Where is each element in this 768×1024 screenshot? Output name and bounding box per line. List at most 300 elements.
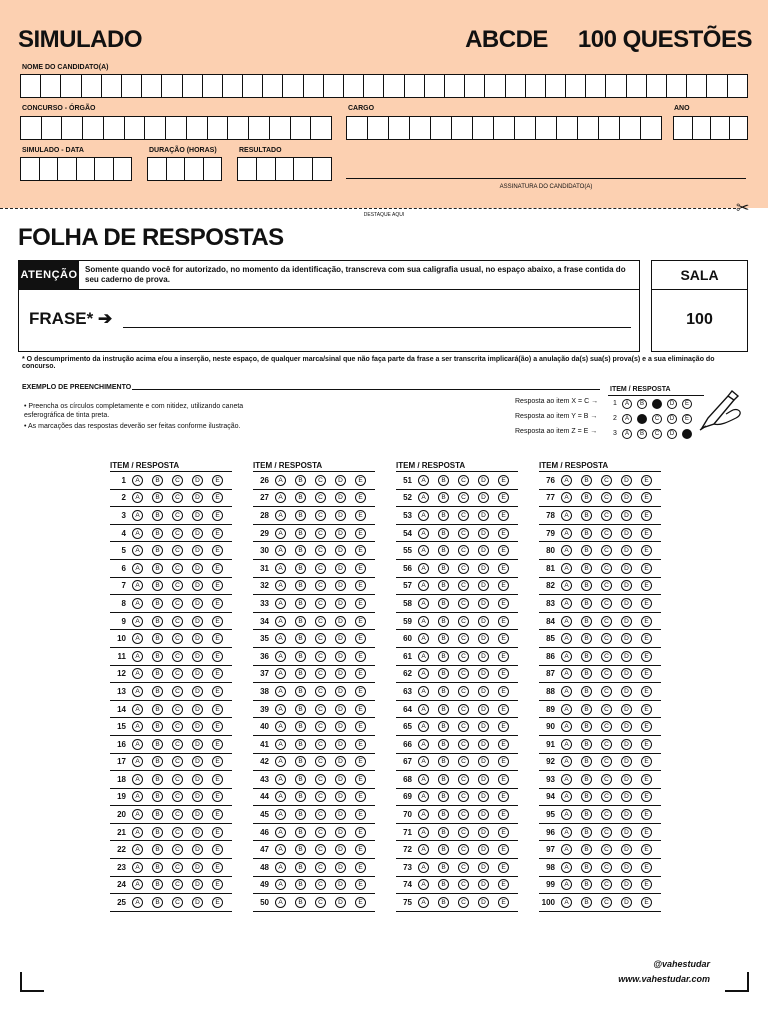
char-box[interactable]: [347, 117, 368, 139]
bubble-e[interactable]: E: [212, 844, 223, 855]
bubble-b[interactable]: B: [295, 598, 306, 609]
bubble-c[interactable]: C: [172, 721, 183, 732]
bubble-a[interactable]: A: [132, 739, 143, 750]
concurso-field[interactable]: [20, 116, 332, 140]
char-box[interactable]: [324, 75, 344, 97]
bubble-c[interactable]: C: [172, 774, 183, 785]
bubble-d[interactable]: D: [335, 862, 346, 873]
char-box[interactable]: [304, 75, 324, 97]
bubble-e[interactable]: E: [682, 429, 692, 439]
bubble-b[interactable]: B: [295, 633, 306, 644]
bubble-b[interactable]: B: [295, 616, 306, 627]
bubble-d[interactable]: D: [621, 633, 632, 644]
bubble-c[interactable]: C: [458, 809, 469, 820]
bubble-d[interactable]: D: [621, 704, 632, 715]
bubble-e[interactable]: E: [498, 809, 509, 820]
bubble-a[interactable]: A: [418, 809, 429, 820]
bubble-b[interactable]: B: [152, 510, 163, 521]
data-field[interactable]: [20, 157, 132, 181]
char-box[interactable]: [166, 117, 187, 139]
bubble-b[interactable]: B: [438, 739, 449, 750]
char-box[interactable]: [61, 75, 81, 97]
bubble-b[interactable]: B: [152, 844, 163, 855]
char-box[interactable]: [384, 75, 404, 97]
bubble-b[interactable]: B: [295, 668, 306, 679]
bubble-e[interactable]: E: [498, 616, 509, 627]
bubble-e[interactable]: E: [682, 414, 692, 424]
bubble-a[interactable]: A: [275, 739, 286, 750]
bubble-c[interactable]: C: [601, 563, 612, 574]
bubble-e[interactable]: E: [641, 668, 652, 679]
char-box[interactable]: [95, 158, 114, 180]
bubble-d[interactable]: D: [621, 475, 632, 486]
bubble-d[interactable]: D: [335, 756, 346, 767]
bubble-d[interactable]: D: [335, 492, 346, 503]
bubble-d[interactable]: D: [192, 651, 203, 662]
bubble-e[interactable]: E: [355, 598, 366, 609]
bubble-a[interactable]: A: [561, 774, 572, 785]
char-box[interactable]: [344, 75, 364, 97]
bubble-e[interactable]: E: [498, 791, 509, 802]
bubble-e[interactable]: E: [641, 598, 652, 609]
char-box[interactable]: [707, 75, 727, 97]
bubble-b[interactable]: B: [438, 879, 449, 890]
bubble-d[interactable]: D: [621, 563, 632, 574]
bubble-a[interactable]: A: [275, 492, 286, 503]
bubble-b[interactable]: B: [152, 774, 163, 785]
bubble-a[interactable]: A: [275, 545, 286, 556]
bubble-b[interactable]: B: [438, 668, 449, 679]
bubble-c[interactable]: C: [172, 668, 183, 679]
char-box[interactable]: [203, 75, 223, 97]
bubble-b[interactable]: B: [581, 563, 592, 574]
char-box[interactable]: [83, 117, 104, 139]
bubble-a[interactable]: A: [418, 686, 429, 697]
bubble-b[interactable]: B: [152, 492, 163, 503]
bubble-c[interactable]: C: [458, 668, 469, 679]
bubble-a[interactable]: A: [132, 897, 143, 908]
bubble-e[interactable]: E: [355, 809, 366, 820]
char-box[interactable]: [627, 75, 647, 97]
bubble-b[interactable]: B: [581, 510, 592, 521]
bubble-a[interactable]: A: [132, 809, 143, 820]
char-box[interactable]: [599, 117, 620, 139]
bubble-a[interactable]: A: [275, 475, 286, 486]
bubble-c[interactable]: C: [315, 510, 326, 521]
bubble-c[interactable]: C: [172, 704, 183, 715]
char-box[interactable]: [410, 117, 431, 139]
bubble-c[interactable]: C: [458, 580, 469, 591]
bubble-a[interactable]: A: [561, 844, 572, 855]
char-box[interactable]: [185, 158, 204, 180]
bubble-e[interactable]: E: [498, 739, 509, 750]
bubble-e[interactable]: E: [212, 756, 223, 767]
bubble-e[interactable]: E: [355, 897, 366, 908]
bubble-d[interactable]: D: [621, 598, 632, 609]
bubble-b[interactable]: B: [637, 399, 647, 409]
bubble-e[interactable]: E: [212, 633, 223, 644]
bubble-d[interactable]: D: [621, 844, 632, 855]
char-box[interactable]: [238, 158, 257, 180]
bubble-b[interactable]: B: [152, 563, 163, 574]
bubble-a[interactable]: A: [275, 809, 286, 820]
bubble-b[interactable]: B: [438, 563, 449, 574]
bubble-c[interactable]: C: [315, 563, 326, 574]
bubble-b[interactable]: B: [438, 580, 449, 591]
bubble-b[interactable]: B: [581, 827, 592, 838]
bubble-a[interactable]: A: [275, 616, 286, 627]
bubble-d[interactable]: D: [192, 686, 203, 697]
bubble-c[interactable]: C: [172, 756, 183, 767]
bubble-d[interactable]: D: [335, 791, 346, 802]
bubble-e[interactable]: E: [498, 686, 509, 697]
bubble-e[interactable]: E: [355, 492, 366, 503]
bubble-a[interactable]: A: [132, 862, 143, 873]
bubble-a[interactable]: A: [275, 598, 286, 609]
char-box[interactable]: [452, 117, 473, 139]
bubble-e[interactable]: E: [498, 774, 509, 785]
bubble-b[interactable]: B: [152, 809, 163, 820]
bubble-a[interactable]: A: [418, 475, 429, 486]
bubble-e[interactable]: E: [498, 844, 509, 855]
bubble-d[interactable]: D: [335, 475, 346, 486]
bubble-a[interactable]: A: [275, 633, 286, 644]
bubble-e[interactable]: E: [212, 545, 223, 556]
bubble-c[interactable]: C: [458, 721, 469, 732]
bubble-a[interactable]: A: [132, 879, 143, 890]
char-box[interactable]: [368, 117, 389, 139]
bubble-d[interactable]: D: [192, 704, 203, 715]
bubble-e[interactable]: E: [641, 897, 652, 908]
bubble-e[interactable]: E: [641, 756, 652, 767]
bubble-d[interactable]: D: [621, 492, 632, 503]
char-box[interactable]: [557, 117, 578, 139]
bubble-a[interactable]: A: [561, 686, 572, 697]
bubble-d[interactable]: D: [667, 399, 677, 409]
char-box[interactable]: [313, 158, 331, 180]
bubble-e[interactable]: E: [498, 827, 509, 838]
bubble-d[interactable]: D: [667, 414, 677, 424]
bubble-c[interactable]: C: [315, 475, 326, 486]
char-box[interactable]: [641, 117, 661, 139]
frase-input-line[interactable]: [123, 327, 631, 328]
bubble-a[interactable]: A: [132, 528, 143, 539]
bubble-a[interactable]: A: [275, 827, 286, 838]
bubble-e[interactable]: E: [355, 528, 366, 539]
bubble-a[interactable]: A: [418, 844, 429, 855]
bubble-b[interactable]: B: [438, 475, 449, 486]
bubble-b[interactable]: B: [295, 756, 306, 767]
bubble-c[interactable]: C: [172, 492, 183, 503]
bubble-c[interactable]: C: [172, 545, 183, 556]
char-box[interactable]: [58, 158, 77, 180]
bubble-c[interactable]: C: [601, 879, 612, 890]
char-box[interactable]: [42, 117, 63, 139]
bubble-c[interactable]: C: [315, 651, 326, 662]
bubble-d[interactable]: D: [335, 545, 346, 556]
bubble-e[interactable]: E: [641, 651, 652, 662]
bubble-d[interactable]: D: [478, 827, 489, 838]
bubble-e[interactable]: E: [212, 616, 223, 627]
bubble-b[interactable]: B: [438, 598, 449, 609]
bubble-e[interactable]: E: [641, 827, 652, 838]
bubble-a[interactable]: A: [132, 704, 143, 715]
bubble-a[interactable]: A: [561, 563, 572, 574]
char-box[interactable]: [162, 75, 182, 97]
bubble-e[interactable]: E: [212, 862, 223, 873]
bubble-d[interactable]: D: [621, 862, 632, 873]
bubble-c[interactable]: C: [458, 739, 469, 750]
bubble-d[interactable]: D: [478, 616, 489, 627]
char-box[interactable]: [647, 75, 667, 97]
bubble-e[interactable]: E: [212, 791, 223, 802]
bubble-e[interactable]: E: [641, 704, 652, 715]
bubble-d[interactable]: D: [335, 686, 346, 697]
bubble-b[interactable]: B: [152, 633, 163, 644]
bubble-e[interactable]: E: [641, 580, 652, 591]
bubble-e[interactable]: E: [355, 580, 366, 591]
char-box[interactable]: [405, 75, 425, 97]
bubble-b[interactable]: B: [295, 704, 306, 715]
bubble-c[interactable]: C: [601, 791, 612, 802]
bubble-a[interactable]: A: [561, 598, 572, 609]
bubble-e[interactable]: E: [641, 879, 652, 890]
bubble-b[interactable]: B: [152, 475, 163, 486]
bubble-d[interactable]: D: [335, 809, 346, 820]
char-box[interactable]: [291, 117, 312, 139]
bubble-a[interactable]: A: [561, 897, 572, 908]
char-box[interactable]: [276, 158, 295, 180]
char-box[interactable]: [167, 158, 186, 180]
bubble-d[interactable]: D: [192, 668, 203, 679]
char-box[interactable]: [465, 75, 485, 97]
bubble-a[interactable]: A: [418, 704, 429, 715]
bubble-d[interactable]: D: [335, 721, 346, 732]
bubble-b[interactable]: B: [581, 668, 592, 679]
bubble-d[interactable]: D: [621, 510, 632, 521]
bubble-a[interactable]: A: [418, 827, 429, 838]
char-box[interactable]: [249, 117, 270, 139]
char-box[interactable]: [620, 117, 641, 139]
bubble-d[interactable]: D: [478, 756, 489, 767]
bubble-c[interactable]: C: [601, 897, 612, 908]
bubble-b[interactable]: B: [438, 492, 449, 503]
bubble-a[interactable]: A: [275, 844, 286, 855]
bubble-d[interactable]: D: [192, 862, 203, 873]
bubble-b[interactable]: B: [152, 756, 163, 767]
bubble-b[interactable]: B: [438, 545, 449, 556]
bubble-e[interactable]: E: [212, 528, 223, 539]
bubble-b[interactable]: B: [581, 862, 592, 873]
char-box[interactable]: [148, 158, 167, 180]
bubble-d[interactable]: D: [478, 721, 489, 732]
bubble-e[interactable]: E: [355, 791, 366, 802]
bubble-b[interactable]: B: [438, 686, 449, 697]
bubble-d[interactable]: D: [192, 510, 203, 521]
bubble-b[interactable]: B: [152, 651, 163, 662]
bubble-d[interactable]: D: [478, 897, 489, 908]
bubble-d[interactable]: D: [667, 429, 677, 439]
bubble-b[interactable]: B: [581, 475, 592, 486]
char-box[interactable]: [667, 75, 687, 97]
bubble-d[interactable]: D: [478, 651, 489, 662]
bubble-b[interactable]: B: [581, 879, 592, 890]
bubble-d[interactable]: D: [335, 598, 346, 609]
bubble-e[interactable]: E: [355, 475, 366, 486]
bubble-e[interactable]: E: [682, 399, 692, 409]
bubble-a[interactable]: A: [132, 475, 143, 486]
bubble-b[interactable]: B: [295, 827, 306, 838]
bubble-b[interactable]: B: [152, 580, 163, 591]
bubble-b[interactable]: B: [295, 791, 306, 802]
bubble-a[interactable]: A: [561, 879, 572, 890]
bubble-d[interactable]: D: [192, 563, 203, 574]
bubble-c[interactable]: C: [601, 528, 612, 539]
bubble-c[interactable]: C: [315, 545, 326, 556]
bubble-d[interactable]: D: [478, 844, 489, 855]
bubble-a[interactable]: A: [132, 844, 143, 855]
bubble-e[interactable]: E: [498, 510, 509, 521]
bubble-b[interactable]: B: [295, 774, 306, 785]
bubble-b[interactable]: B: [637, 414, 647, 424]
bubble-e[interactable]: E: [498, 633, 509, 644]
bubble-c[interactable]: C: [172, 563, 183, 574]
bubble-c[interactable]: C: [458, 897, 469, 908]
bubble-c[interactable]: C: [458, 651, 469, 662]
bubble-c[interactable]: C: [172, 651, 183, 662]
char-box[interactable]: [536, 117, 557, 139]
bubble-e[interactable]: E: [212, 598, 223, 609]
bubble-e[interactable]: E: [355, 545, 366, 556]
bubble-c[interactable]: C: [458, 545, 469, 556]
bubble-d[interactable]: D: [621, 651, 632, 662]
bubble-e[interactable]: E: [355, 704, 366, 715]
bubble-c[interactable]: C: [315, 809, 326, 820]
bubble-a[interactable]: A: [132, 563, 143, 574]
bubble-a[interactable]: A: [132, 686, 143, 697]
bubble-d[interactable]: D: [335, 528, 346, 539]
bubble-a[interactable]: A: [418, 528, 429, 539]
bubble-d[interactable]: D: [478, 510, 489, 521]
bubble-a[interactable]: A: [418, 598, 429, 609]
bubble-a[interactable]: A: [418, 580, 429, 591]
bubble-c[interactable]: C: [172, 897, 183, 908]
bubble-c[interactable]: C: [601, 827, 612, 838]
bubble-a[interactable]: A: [561, 580, 572, 591]
bubble-c[interactable]: C: [601, 686, 612, 697]
bubble-e[interactable]: E: [355, 756, 366, 767]
bubble-b[interactable]: B: [295, 580, 306, 591]
bubble-e[interactable]: E: [355, 616, 366, 627]
bubble-d[interactable]: D: [478, 809, 489, 820]
bubble-a[interactable]: A: [275, 686, 286, 697]
bubble-e[interactable]: E: [355, 633, 366, 644]
char-box[interactable]: [473, 117, 494, 139]
bubble-c[interactable]: C: [315, 633, 326, 644]
bubble-c[interactable]: C: [652, 414, 662, 424]
bubble-e[interactable]: E: [641, 862, 652, 873]
bubble-c[interactable]: C: [172, 809, 183, 820]
bubble-b[interactable]: B: [152, 897, 163, 908]
bubble-e[interactable]: E: [498, 598, 509, 609]
bubble-e[interactable]: E: [641, 791, 652, 802]
char-box[interactable]: [445, 75, 465, 97]
bubble-d[interactable]: D: [192, 492, 203, 503]
bubble-c[interactable]: C: [458, 492, 469, 503]
bubble-d[interactable]: D: [335, 633, 346, 644]
bubble-b[interactable]: B: [438, 528, 449, 539]
bubble-a[interactable]: A: [561, 492, 572, 503]
bubble-c[interactable]: C: [172, 510, 183, 521]
bubble-c[interactable]: C: [315, 686, 326, 697]
char-box[interactable]: [243, 75, 263, 97]
bubble-c[interactable]: C: [458, 827, 469, 838]
bubble-d[interactable]: D: [335, 897, 346, 908]
bubble-b[interactable]: B: [581, 756, 592, 767]
bubble-a[interactable]: A: [275, 668, 286, 679]
bubble-b[interactable]: B: [581, 704, 592, 715]
bubble-b[interactable]: B: [295, 879, 306, 890]
bubble-c[interactable]: C: [315, 897, 326, 908]
bubble-e[interactable]: E: [641, 844, 652, 855]
bubble-a[interactable]: A: [418, 721, 429, 732]
char-box[interactable]: [711, 117, 730, 139]
bubble-e[interactable]: E: [498, 897, 509, 908]
bubble-d[interactable]: D: [192, 844, 203, 855]
bubble-b[interactable]: B: [295, 897, 306, 908]
bubble-e[interactable]: E: [212, 739, 223, 750]
bubble-e[interactable]: E: [212, 879, 223, 890]
bubble-a[interactable]: A: [132, 827, 143, 838]
char-box[interactable]: [204, 158, 222, 180]
bubble-b[interactable]: B: [581, 492, 592, 503]
bubble-a[interactable]: A: [418, 897, 429, 908]
bubble-d[interactable]: D: [335, 739, 346, 750]
char-box[interactable]: [728, 75, 747, 97]
bubble-a[interactable]: A: [561, 545, 572, 556]
bubble-c[interactable]: C: [458, 475, 469, 486]
bubble-b[interactable]: B: [295, 545, 306, 556]
char-box[interactable]: [526, 75, 546, 97]
bubble-e[interactable]: E: [212, 492, 223, 503]
bubble-a[interactable]: A: [275, 862, 286, 873]
char-box[interactable]: [102, 75, 122, 97]
bubble-e[interactable]: E: [641, 774, 652, 785]
bubble-a[interactable]: A: [561, 704, 572, 715]
bubble-d[interactable]: D: [621, 616, 632, 627]
bubble-a[interactable]: A: [561, 809, 572, 820]
bubble-d[interactable]: D: [192, 827, 203, 838]
bubble-d[interactable]: D: [335, 616, 346, 627]
bubble-c[interactable]: C: [172, 739, 183, 750]
bubble-d[interactable]: D: [335, 774, 346, 785]
bubble-e[interactable]: E: [498, 668, 509, 679]
char-box[interactable]: [364, 75, 384, 97]
bubble-c[interactable]: C: [172, 879, 183, 890]
bubble-d[interactable]: D: [478, 686, 489, 697]
bubble-a[interactable]: A: [622, 399, 632, 409]
char-box[interactable]: [506, 75, 526, 97]
bubble-c[interactable]: C: [601, 862, 612, 873]
bubble-c[interactable]: C: [458, 510, 469, 521]
bubble-c[interactable]: C: [172, 528, 183, 539]
bubble-d[interactable]: D: [335, 651, 346, 662]
bubble-b[interactable]: B: [581, 721, 592, 732]
bubble-e[interactable]: E: [355, 510, 366, 521]
bubble-a[interactable]: A: [275, 721, 286, 732]
bubble-a[interactable]: A: [561, 616, 572, 627]
bubble-d[interactable]: D: [478, 704, 489, 715]
